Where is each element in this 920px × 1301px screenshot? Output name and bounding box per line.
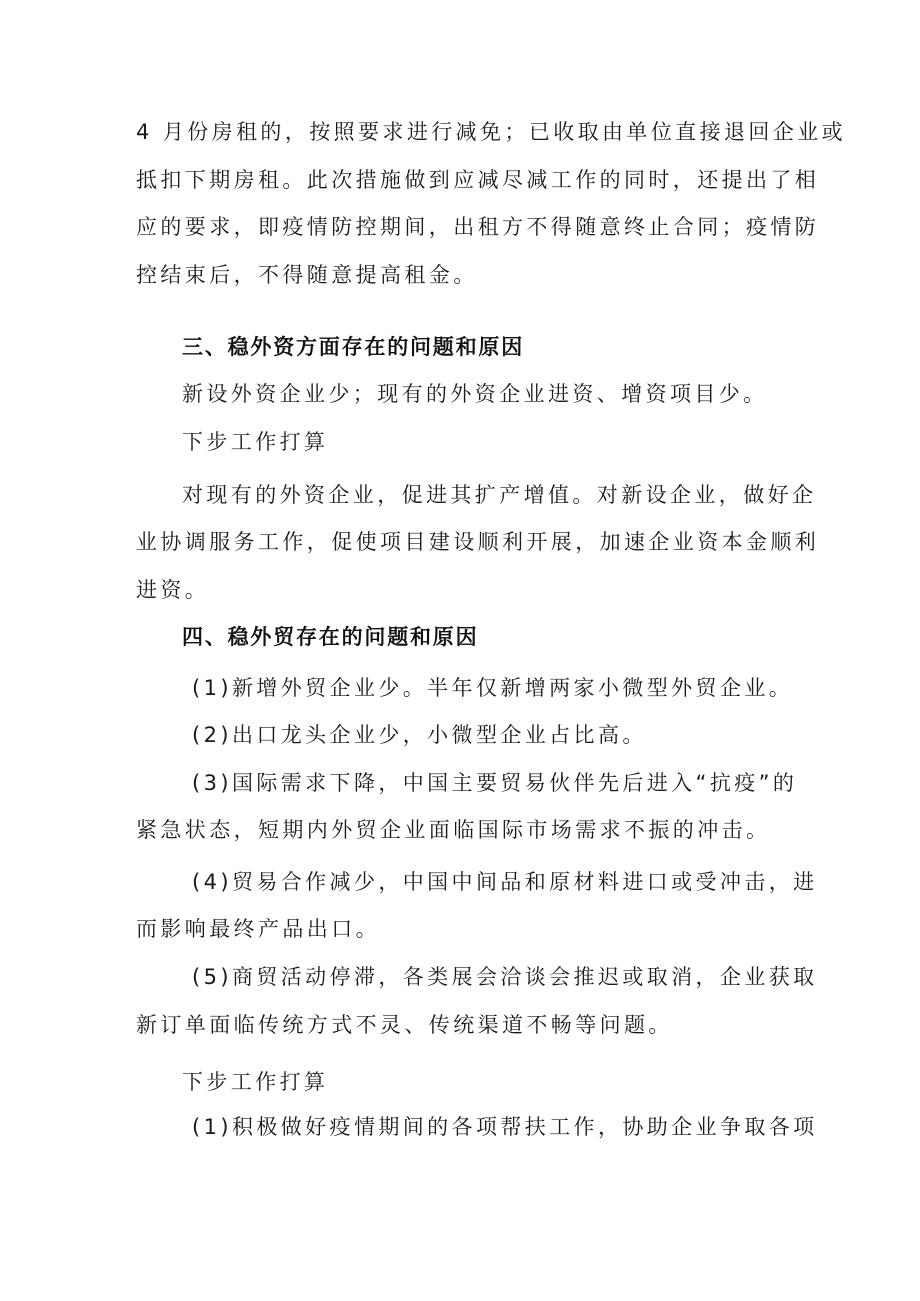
- list-item: (5)商贸活动停滞，各类展会洽谈会推迟或取消，企业获取: [192, 965, 818, 989]
- list-item-continuation: 新订单面临传统方式不灵、传统渠道不畅等问题。: [136, 1013, 673, 1037]
- list-item-continuation: 紧急状态，短期内外贸企业面临国际市场需求不振的冲击。: [136, 818, 771, 842]
- paragraph-line: 4 月份房租的，按照要求进行减免；已收取由单位直接退回企业或: [136, 120, 847, 144]
- list-item: (2)出口龙头企业少，小微型企业占比高。: [192, 723, 647, 747]
- list-item: (3)国际需求下降，中国主要贸易伙伴先后进入“抗疫”的: [192, 771, 798, 795]
- paragraph-line: 业协调服务工作，促使项目建设顺利开展，加速企业资本金顺利: [136, 530, 820, 554]
- subheading-plan: 下步工作打算: [182, 1070, 329, 1094]
- list-item: (1)积极做好疫情期间的各项帮扶工作，协助企业争取各项: [192, 1115, 818, 1139]
- paragraph-line: 对现有的外资企业，促进其扩产增值。对新设企业，做好企: [182, 483, 817, 507]
- paragraph-line: 控结束后，不得随意提高租金。: [136, 263, 478, 287]
- section-heading-4: 四、稳外贸存在的问题和原因: [182, 625, 479, 649]
- subheading-plan: 下步工作打算: [182, 430, 329, 454]
- list-item: (1)新增外贸企业少。半年仅新增两家小微型外贸企业。: [192, 676, 794, 700]
- paragraph-line: 抵扣下期房租。此次措施做到应减尽减工作的同时，还提出了相: [136, 168, 820, 192]
- section-heading-3: 三、稳外资方面存在的问题和原因: [182, 335, 524, 359]
- list-item: (4)贸易合作减少，中国中间品和原材料进口或受冲击，进: [192, 870, 818, 894]
- paragraph-line: 进资。: [136, 578, 210, 602]
- list-item-continuation: 而影响最终产品出口。: [136, 917, 380, 941]
- paragraph-line: 新设外资企业少；现有的外资企业进资、增资项目少。: [182, 382, 768, 406]
- paragraph-line: 应的要求，即疫情防控期间，出租方不得随意终止合同；疫情防: [136, 215, 820, 239]
